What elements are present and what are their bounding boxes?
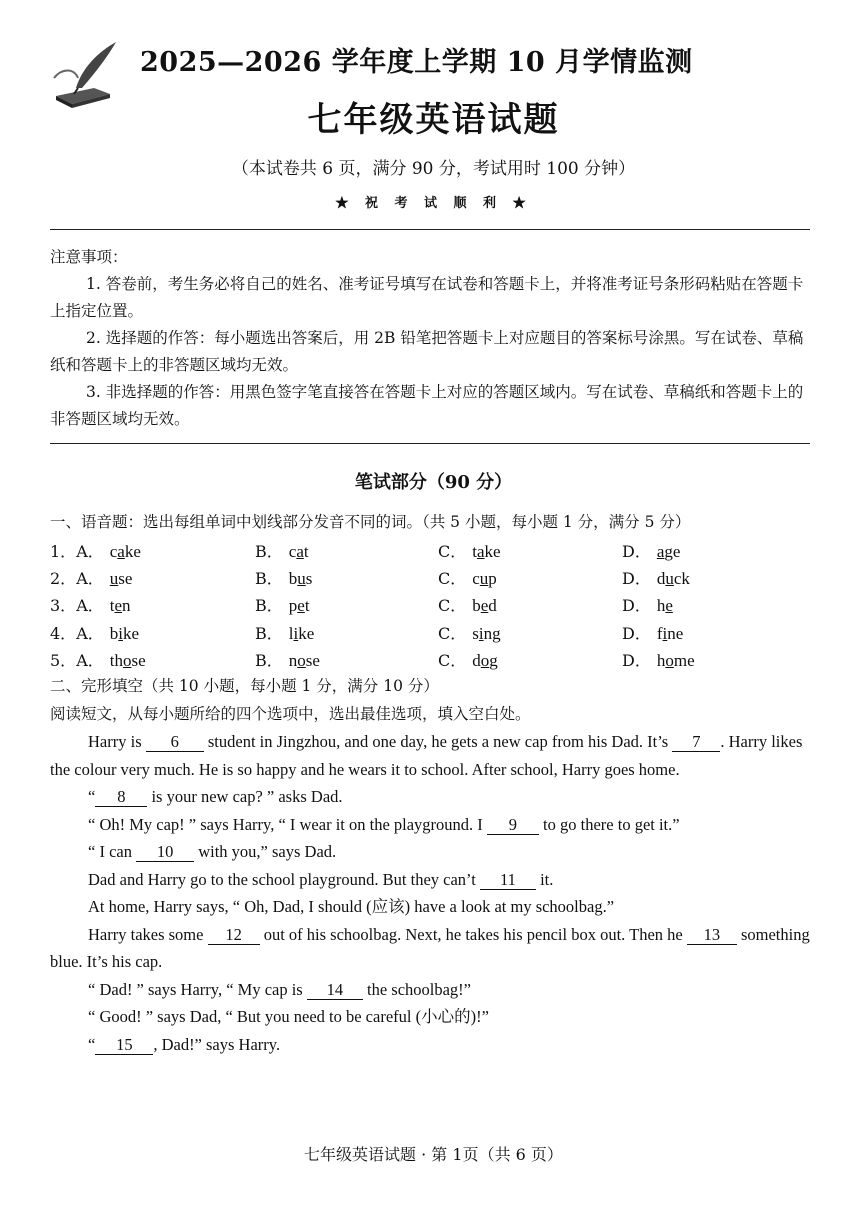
word-part: ne xyxy=(667,623,684,643)
cloze-blank: 13 xyxy=(687,926,737,945)
option-word xyxy=(110,651,146,670)
passage-paragraph: “ Dad! ” says Harry, “ My cap is 14 the schoolbag!” xyxy=(88,979,471,999)
option-letter: C． xyxy=(438,623,467,643)
underlined-letters: a xyxy=(117,542,125,561)
word-part: d xyxy=(488,596,497,616)
word-part: me xyxy=(673,650,695,670)
underlined-letters: u xyxy=(479,569,489,589)
underlined-letters: e xyxy=(480,596,489,616)
phonics-option xyxy=(50,566,132,589)
word-part: ke xyxy=(122,623,140,643)
word-part: ng xyxy=(483,623,501,643)
option-word xyxy=(472,651,498,670)
word-part: ke xyxy=(124,542,141,561)
option-letter: C． xyxy=(438,596,467,616)
option-letter: A． xyxy=(76,623,104,643)
option-letter: B． xyxy=(255,569,283,589)
question-number: 5． xyxy=(50,650,77,670)
word-part: h xyxy=(656,596,666,616)
phonics-option xyxy=(50,648,146,671)
option-letter: C． xyxy=(438,542,467,561)
underlined-letters: o xyxy=(122,650,132,670)
word-part: c xyxy=(109,542,118,561)
phonics-question-row xyxy=(50,539,830,566)
phonics-option xyxy=(622,566,690,589)
exam-title-line1: 2025—2026 学年度上学期 10 月学情监测 xyxy=(140,47,693,78)
underlined-letters: i xyxy=(478,623,484,643)
divider-top xyxy=(50,229,810,230)
option-letter: B． xyxy=(255,650,283,670)
underlined-letters: u xyxy=(297,569,306,589)
notice-item-2: 2. 选择题的作答：每小题选出答案后，用 2B 铅笔把答题卡上对应题目的答案标号涂黑。写在试卷、草稿纸和答题卡上的非答题区域均无效。 xyxy=(50,329,804,374)
divider-bottom xyxy=(50,443,810,444)
underlined-letters: e xyxy=(297,596,305,616)
word-part: f xyxy=(656,623,663,643)
passage-paragraph: Dad and Harry go to the school playground. But they can’t 11 it. xyxy=(88,869,554,889)
phonics-option xyxy=(50,593,131,616)
word-part: c xyxy=(472,569,480,589)
underlined-letters: i xyxy=(118,623,123,643)
word-part: d xyxy=(472,650,481,670)
option-word xyxy=(289,542,309,561)
option-letter: D． xyxy=(622,569,651,589)
word-part: n xyxy=(288,650,298,670)
phonics-option xyxy=(622,621,683,644)
phonics-option xyxy=(255,593,310,616)
cloze-blank: 11 xyxy=(480,871,536,890)
cloze-blank: 8 xyxy=(95,788,147,807)
word-part: b xyxy=(288,569,298,589)
cloze-blank: 7 xyxy=(672,733,720,752)
phonics-option xyxy=(622,539,680,562)
word-part: b xyxy=(472,596,481,616)
phonics-option xyxy=(622,593,673,616)
word-part: h xyxy=(656,650,666,670)
option-letter: D． xyxy=(622,596,651,616)
word-part: c xyxy=(288,542,297,561)
option-letter: B． xyxy=(255,623,283,643)
phonics-option xyxy=(255,648,320,671)
underlined-letters: a xyxy=(296,542,304,561)
word-part: b xyxy=(109,623,119,643)
phonics-option xyxy=(255,621,314,644)
word-part: s xyxy=(472,623,479,643)
word-part: p xyxy=(288,596,298,616)
option-word xyxy=(289,569,313,588)
passage-paragraph: Harry takes some 12 out of his schoolbag. Next, he takes his pencil box out. Then he 13 something blue. It’s his cap. xyxy=(50,924,810,971)
word-part: t xyxy=(472,542,477,561)
option-word xyxy=(110,569,133,588)
exam-title-line2: 七年级英语试题 xyxy=(307,100,560,140)
word-part: l xyxy=(288,623,294,643)
question-number: 4． xyxy=(50,623,77,643)
option-letter: A． xyxy=(76,542,104,561)
option-word xyxy=(472,596,497,615)
underlined-letters: e xyxy=(114,596,123,616)
underlined-letters: o xyxy=(297,650,306,670)
option-letter: D． xyxy=(622,650,651,670)
word-part: ge xyxy=(664,542,681,561)
option-letter: B． xyxy=(255,542,283,561)
cloze-blank: 6 xyxy=(146,733,204,752)
cloze-blank: 12 xyxy=(208,926,260,945)
phonics-option xyxy=(438,648,498,671)
option-word xyxy=(657,569,690,588)
underlined-letters: a xyxy=(656,542,665,561)
underlined-letters: i xyxy=(662,623,668,643)
part2-instruction: 阅读短文，从每小题所给的四个选项中，选出最佳选项，填入空白处。 xyxy=(50,705,531,723)
word-part: se xyxy=(131,650,146,670)
option-letter: C． xyxy=(438,650,467,670)
option-word xyxy=(289,596,310,615)
option-letter: A． xyxy=(76,569,104,589)
part1-heading: 一、语音题：选出每组单词中划线部分发音不同的词。（共 5 小题，每小题 1 分，满分 5 分） xyxy=(50,513,691,531)
word-part: t xyxy=(303,542,309,561)
phonics-option xyxy=(622,648,695,671)
option-word xyxy=(289,651,320,670)
exam-subtitle: （本试卷共 6 页，满分 90 分，考试用时 100 分钟） xyxy=(231,159,636,179)
word-part: se xyxy=(305,650,320,670)
word-part: se xyxy=(118,569,133,589)
passage-paragraph: “ Good! ” says Dad, “ But you need to be careful (小心的)!” xyxy=(88,1007,489,1026)
notice-heading: 注意事项： xyxy=(50,248,128,266)
part2-heading: 二、完形填空（共 10 小题，每小题 1 分，满分 10 分） xyxy=(50,677,439,695)
question-number: 3． xyxy=(50,596,77,616)
phonics-option xyxy=(255,566,312,589)
good-luck-line: ★ 祝 考 试 顺 利 ★ xyxy=(335,196,532,211)
word-part: ke xyxy=(484,542,501,561)
option-word xyxy=(289,624,315,643)
phonics-question-row xyxy=(50,566,830,593)
notice-section xyxy=(50,244,815,433)
word-part: th xyxy=(109,650,123,670)
page-footer: 七年级英语试题 · 第 1页（共 6 页） xyxy=(304,1145,563,1164)
underlined-letters: o xyxy=(480,650,490,670)
passage-paragraph: “ 8 is your new cap? ” asks Dad. xyxy=(88,787,343,806)
option-word xyxy=(472,569,497,588)
underlined-letters: i xyxy=(293,623,299,643)
notice-item-3: 3. 非选择题的作答：用黑色签字笔直接答在答题卡上对应的答题区域内。写在试卷、草稿纸和答题卡上的非答题区域均无效。 xyxy=(50,383,804,428)
passage-paragraph: “ 15 , Dad!” says Harry. xyxy=(88,1034,281,1054)
phonics-option xyxy=(255,539,309,562)
word-part: ke xyxy=(298,623,315,643)
option-word xyxy=(110,624,139,643)
phonics-question-row xyxy=(50,593,830,620)
underlined-letters: e xyxy=(665,596,673,616)
word-part: n xyxy=(122,596,131,616)
underlined-letters: u xyxy=(109,569,119,589)
underlined-letters: u xyxy=(665,569,674,589)
cloze-blank: 14 xyxy=(307,981,363,1000)
option-letter: D． xyxy=(622,623,651,643)
section-title: 笔试部分（90 分） xyxy=(354,472,513,493)
word-part: t xyxy=(109,596,115,616)
cloze-blank: 15 xyxy=(95,1036,153,1055)
word-part: d xyxy=(656,569,666,589)
passage-paragraph: “ I can 10 with you,” says Dad. xyxy=(88,842,337,861)
phonics-option xyxy=(50,539,141,562)
word-part: t xyxy=(304,596,310,616)
phonics-question-row xyxy=(50,648,830,675)
passage-paragraph: “ Oh! My cap! ” says Harry, “ I wear it on the playground. I 9 to go there to get it.” xyxy=(88,814,680,834)
word-part: p xyxy=(488,569,497,589)
word-part: ck xyxy=(673,569,690,589)
passage-paragraph: Harry is 6 student in Jingzhou, and one day, he gets a new cap from his Dad. It’s 7 . Harry likes the colour very much. He is so happy and he wears it to school. After school, Harry goes home. xyxy=(50,732,803,779)
cloze-blank: 9 xyxy=(487,816,539,835)
option-letter: A． xyxy=(76,650,104,670)
option-word xyxy=(110,542,141,561)
phonics-option xyxy=(50,621,139,644)
option-word xyxy=(657,624,683,643)
option-word xyxy=(110,596,131,615)
option-word xyxy=(657,596,673,615)
question-number: 1． xyxy=(50,542,77,561)
option-letter: B． xyxy=(255,596,283,616)
phonics-option xyxy=(438,566,497,589)
option-letter: C． xyxy=(438,569,467,589)
option-word xyxy=(657,651,695,670)
underlined-letters: a xyxy=(476,542,485,561)
underlined-letters: o xyxy=(665,650,674,670)
phonics-question-row xyxy=(50,621,830,648)
phonics-option xyxy=(438,621,501,644)
phonics-option xyxy=(438,593,497,616)
option-letter: D． xyxy=(622,542,651,561)
notice-item-1: 1. 答卷前，考生务必将自己的姓名、准考证号填写在试卷和答题卡上，并将准考证号条形码粘贴在答题卡上指定位置。 xyxy=(50,275,804,320)
option-letter: A． xyxy=(76,596,104,616)
phonics-option xyxy=(438,539,501,562)
option-word xyxy=(472,542,500,561)
question-number: 2． xyxy=(50,569,77,589)
passage-paragraph: At home, Harry says, “ Oh, Dad, I should (应该) have a look at my schoolbag.” xyxy=(88,897,615,916)
option-word xyxy=(472,624,500,643)
word-part: s xyxy=(305,569,313,589)
word-part: g xyxy=(489,650,498,670)
cloze-blank: 10 xyxy=(136,843,194,862)
cloze-passage xyxy=(50,728,820,1058)
option-word xyxy=(657,542,681,561)
